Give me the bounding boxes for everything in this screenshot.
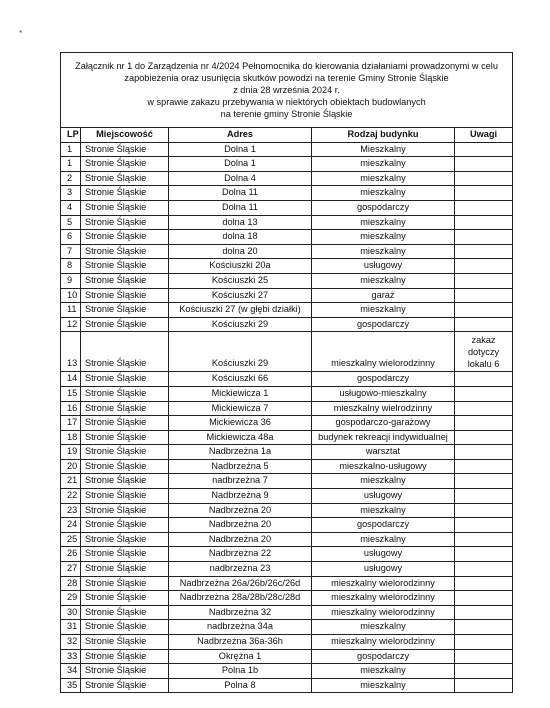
row-building-type: mieszkalny — [312, 273, 455, 288]
row-location: Stronie Śląskie — [81, 518, 169, 533]
row-building-type: mieszkalny — [312, 678, 455, 693]
row-address: dolna 20 — [169, 244, 312, 259]
row-notes: zakaz dotyczy lokalu 6 — [455, 332, 513, 372]
row-notes — [455, 259, 513, 274]
row-location: Stronie Śląskie — [81, 489, 169, 504]
row-notes — [455, 171, 513, 186]
table-row — [61, 401, 513, 416]
row-address: Kościuszki 29 — [169, 332, 312, 372]
row-number: 34 — [61, 664, 81, 679]
row-location: Stronie Śląskie — [81, 401, 169, 416]
row-number: 27 — [61, 562, 81, 577]
row-address: Kościuszki 29 — [169, 317, 312, 332]
row-address: Nadbrzeżna 32 — [169, 605, 312, 620]
document-header-row — [61, 53, 513, 128]
table-row — [61, 591, 513, 606]
row-address: Kościuszki 25 — [169, 273, 312, 288]
row-notes — [455, 386, 513, 401]
row-number: 12 — [61, 317, 81, 332]
header-line-5: na terenie gminy Stronie Śląskie — [220, 109, 353, 119]
row-notes — [455, 620, 513, 635]
header-line-2: zapobieżenia oraz usunięcia skutków powodzi na terenie Gminy Stronie Śląskie — [124, 73, 449, 83]
row-location: Stronie Śląskie — [81, 288, 169, 303]
row-number: 11 — [61, 303, 81, 318]
row-location: Stronie Śląskie — [81, 605, 169, 620]
row-address: Okrężna 1 — [169, 649, 312, 664]
row-building-type: gospodarczy — [312, 317, 455, 332]
row-notes — [455, 244, 513, 259]
row-number: 1 — [61, 142, 81, 157]
row-address: Mickiewicza 48a — [169, 430, 312, 445]
row-building-type: gospodarczy — [312, 372, 455, 387]
table-row — [61, 430, 513, 445]
row-location: Stronie Śląskie — [81, 273, 169, 288]
row-location: Stronie Śląskie — [81, 664, 169, 679]
table-row — [61, 518, 513, 533]
row-number: 18 — [61, 430, 81, 445]
row-building-type: garaż — [312, 288, 455, 303]
row-number: 23 — [61, 503, 81, 518]
row-address: Nadbrzeżna 20 — [169, 503, 312, 518]
column-header-location: Miejscowość — [81, 128, 169, 143]
row-location: Stronie Śląskie — [81, 649, 169, 664]
row-building-type: mieszkalny wielorodzinny — [312, 576, 455, 591]
column-header-address: Adres — [169, 128, 312, 143]
row-address: Kościuszki 66 — [169, 372, 312, 387]
row-notes — [455, 664, 513, 679]
row-number: 1 — [61, 157, 81, 172]
table-row — [61, 649, 513, 664]
row-address: Nadbrzeżna 1a — [169, 445, 312, 460]
table-row — [61, 664, 513, 679]
row-number: 24 — [61, 518, 81, 533]
row-address: Kościuszki 27 (w głębi działki) — [169, 303, 312, 318]
row-location: Stronie Śląskie — [81, 591, 169, 606]
row-notes — [455, 503, 513, 518]
row-number: 9 — [61, 273, 81, 288]
row-address: Dolna 1 — [169, 142, 312, 157]
row-address: Polna 1b — [169, 664, 312, 679]
row-location: Stronie Śląskie — [81, 244, 169, 259]
row-building-type: usługowy — [312, 562, 455, 577]
row-building-type: gospodarczy — [312, 518, 455, 533]
row-building-type: usługowy — [312, 259, 455, 274]
row-building-type: mieszkalny — [312, 215, 455, 230]
row-notes — [455, 230, 513, 245]
row-location: Stronie Śląskie — [81, 562, 169, 577]
row-number: 16 — [61, 401, 81, 416]
row-number: 4 — [61, 200, 81, 215]
row-notes — [455, 416, 513, 431]
column-header-notes: Uwagi — [455, 128, 513, 143]
table-row — [61, 635, 513, 650]
row-building-type: mieszkalny — [312, 474, 455, 489]
row-number: 31 — [61, 620, 81, 635]
row-building-type: mieszkalny — [312, 303, 455, 318]
row-building-type: mieszkalny wielorodzinny — [312, 635, 455, 650]
table-row — [61, 157, 513, 172]
row-location: Stronie Śląskie — [81, 157, 169, 172]
row-location: Stronie Śląskie — [81, 372, 169, 387]
row-number: 3 — [61, 186, 81, 201]
row-notes — [455, 547, 513, 562]
row-address: Dolna 1 — [169, 157, 312, 172]
row-address: Nadbrzeżna 9 — [169, 489, 312, 504]
row-location: Stronie Śląskie — [81, 332, 169, 372]
row-number: 10 — [61, 288, 81, 303]
row-notes — [455, 474, 513, 489]
table-row — [61, 562, 513, 577]
row-building-type: mieszkalno-usługowy — [312, 459, 455, 474]
row-location: Stronie Śląskie — [81, 445, 169, 460]
row-notes — [455, 576, 513, 591]
row-building-type: usługowy — [312, 489, 455, 504]
row-number: 14 — [61, 372, 81, 387]
row-address: Mickiewicza 36 — [169, 416, 312, 431]
header-line-1: Załącznik nr 1 do Zarządzenia nr 4/2024 Pełnomocnika do kierowania działaniami prowadzonymi w celu — [75, 61, 498, 71]
row-number: 32 — [61, 635, 81, 650]
row-number: 8 — [61, 259, 81, 274]
table-row — [61, 372, 513, 387]
row-building-type: Mieszkalny — [312, 142, 455, 157]
table-row — [61, 332, 513, 372]
column-header-row — [61, 128, 513, 143]
row-location: Stronie Śląskie — [81, 576, 169, 591]
row-notes — [455, 562, 513, 577]
row-notes — [455, 649, 513, 664]
row-address: dolna 18 — [169, 230, 312, 245]
row-building-type: mieszkalny — [312, 186, 455, 201]
row-building-type: mieszkalny — [312, 620, 455, 635]
row-building-type: usługowy — [312, 547, 455, 562]
row-building-type: mieszkalny wielorodzinny — [312, 591, 455, 606]
row-notes — [455, 288, 513, 303]
table-row — [61, 386, 513, 401]
row-number: 19 — [61, 445, 81, 460]
row-location: Stronie Śląskie — [81, 317, 169, 332]
row-address: Kościuszki 27 — [169, 288, 312, 303]
table-row — [61, 416, 513, 431]
row-location: Stronie Śląskie — [81, 200, 169, 215]
row-building-type: usługowo-mieszkalny — [312, 386, 455, 401]
row-address: Nadbrzeżna 36a-36h — [169, 635, 312, 650]
row-notes — [455, 518, 513, 533]
table-row — [61, 489, 513, 504]
table-row — [61, 678, 513, 693]
row-building-type: gospodarczy — [312, 200, 455, 215]
row-location: Stronie Śląskie — [81, 171, 169, 186]
row-address: Dolna 11 — [169, 200, 312, 215]
buildings-table — [60, 52, 513, 693]
row-notes — [455, 489, 513, 504]
row-building-type: mieszkalny wielrodzinny — [312, 401, 455, 416]
row-number: 25 — [61, 532, 81, 547]
row-address: Dolna 11 — [169, 186, 312, 201]
row-notes — [455, 401, 513, 416]
table-row — [61, 317, 513, 332]
row-address: nadbrzeżna 7 — [169, 474, 312, 489]
table-row — [61, 620, 513, 635]
row-building-type: warsztat — [312, 445, 455, 460]
row-notes — [455, 200, 513, 215]
row-number: 7 — [61, 244, 81, 259]
row-location: Stronie Śląskie — [81, 386, 169, 401]
table-row — [61, 605, 513, 620]
row-number: 28 — [61, 576, 81, 591]
row-building-type: mieszkalny — [312, 532, 455, 547]
row-address: Nadbrzeżna 22 — [169, 547, 312, 562]
table-row — [61, 474, 513, 489]
row-location: Stronie Śląskie — [81, 503, 169, 518]
row-notes — [455, 430, 513, 445]
table-row — [61, 200, 513, 215]
row-location: Stronie Śląskie — [81, 678, 169, 693]
row-address: Nadbrzeżna 20 — [169, 532, 312, 547]
table-row — [61, 576, 513, 591]
table-row — [61, 445, 513, 460]
row-location: Stronie Śląskie — [81, 416, 169, 431]
row-address: Nadbrzeżna 20 — [169, 518, 312, 533]
row-notes — [455, 459, 513, 474]
row-location: Stronie Śląskie — [81, 303, 169, 318]
table-row — [61, 303, 513, 318]
row-building-type: mieszkalny — [312, 171, 455, 186]
row-location: Stronie Śląskie — [81, 532, 169, 547]
row-location: Stronie Śląskie — [81, 635, 169, 650]
row-address: Nadbrzeżna 28a/28b/28c/28d — [169, 591, 312, 606]
row-address: dolna 13 — [169, 215, 312, 230]
row-notes — [455, 157, 513, 172]
row-number: 26 — [61, 547, 81, 562]
row-address: Kościuszki 20a — [169, 259, 312, 274]
row-location: Stronie Śląskie — [81, 186, 169, 201]
row-location: Stronie Śląskie — [81, 430, 169, 445]
row-notes — [455, 186, 513, 201]
table-row — [61, 230, 513, 245]
row-location: Stronie Śląskie — [81, 259, 169, 274]
row-address: Mickiewicza 7 — [169, 401, 312, 416]
table-row — [61, 459, 513, 474]
row-address: nadbrzeżna 34a — [169, 620, 312, 635]
document-header — [61, 53, 513, 128]
row-building-type: gospodarczo-garażowy — [312, 416, 455, 431]
table-row — [61, 186, 513, 201]
row-notes — [455, 591, 513, 606]
row-location: Stronie Śląskie — [81, 547, 169, 562]
row-building-type: mieszkalny — [312, 230, 455, 245]
header-line-3: z dnia 28 września 2024 r. — [233, 85, 340, 95]
row-notes — [455, 317, 513, 332]
row-number: 29 — [61, 591, 81, 606]
table-row — [61, 142, 513, 157]
row-building-type: gospodarczy — [312, 649, 455, 664]
corner-mark: * — [19, 29, 23, 38]
row-number: 30 — [61, 605, 81, 620]
table-row — [61, 532, 513, 547]
row-address: Mickiewicza 1 — [169, 386, 312, 401]
row-notes — [455, 273, 513, 288]
column-header-building-type: Rodzaj budynku — [312, 128, 455, 143]
table-row — [61, 259, 513, 274]
row-number: 35 — [61, 678, 81, 693]
row-notes — [455, 678, 513, 693]
row-location: Stronie Śląskie — [81, 474, 169, 489]
row-number: 22 — [61, 489, 81, 504]
row-location: Stronie Śląskie — [81, 215, 169, 230]
table-row — [61, 171, 513, 186]
row-notes — [455, 445, 513, 460]
row-location: Stronie Śląskie — [81, 620, 169, 635]
row-number: 6 — [61, 230, 81, 245]
row-number: 15 — [61, 386, 81, 401]
row-building-type: mieszkalny wielorodzinny — [312, 332, 455, 372]
row-number: 5 — [61, 215, 81, 230]
row-notes — [455, 372, 513, 387]
row-building-type: mieszkalny — [312, 157, 455, 172]
row-building-type: mieszkalny — [312, 664, 455, 679]
row-notes — [455, 532, 513, 547]
row-address: Nadbrzeżna 5 — [169, 459, 312, 474]
row-building-type: mieszkalny wielorodzinny — [312, 605, 455, 620]
row-number: 13 — [61, 332, 81, 372]
row-building-type: mieszkalny — [312, 503, 455, 518]
row-number: 2 — [61, 171, 81, 186]
table-row — [61, 288, 513, 303]
row-number: 17 — [61, 416, 81, 431]
row-location: Stronie Śląskie — [81, 142, 169, 157]
table-row — [61, 244, 513, 259]
row-building-type: mieszkalny — [312, 244, 455, 259]
table-row — [61, 547, 513, 562]
row-building-type: budynek rekreacji indywidualnej — [312, 430, 455, 445]
row-notes — [455, 635, 513, 650]
row-address: Nadbrzeżna 26a/26b/26c/26d — [169, 576, 312, 591]
row-address: Polna 8 — [169, 678, 312, 693]
table-row — [61, 503, 513, 518]
row-notes — [455, 605, 513, 620]
table-row — [61, 273, 513, 288]
row-notes — [455, 142, 513, 157]
row-location: Stronie Śląskie — [81, 459, 169, 474]
row-number: 33 — [61, 649, 81, 664]
row-number: 21 — [61, 474, 81, 489]
row-notes — [455, 303, 513, 318]
row-address: nadbrzeżna 23 — [169, 562, 312, 577]
row-location: Stronie Śląskie — [81, 230, 169, 245]
row-address: Dolna 4 — [169, 171, 312, 186]
row-notes — [455, 215, 513, 230]
column-header-lp: LP — [61, 128, 81, 143]
table-row — [61, 215, 513, 230]
row-number: 20 — [61, 459, 81, 474]
header-line-4: w sprawie zakazu przebywania w niektórych obiektach budowlanych — [147, 97, 426, 107]
